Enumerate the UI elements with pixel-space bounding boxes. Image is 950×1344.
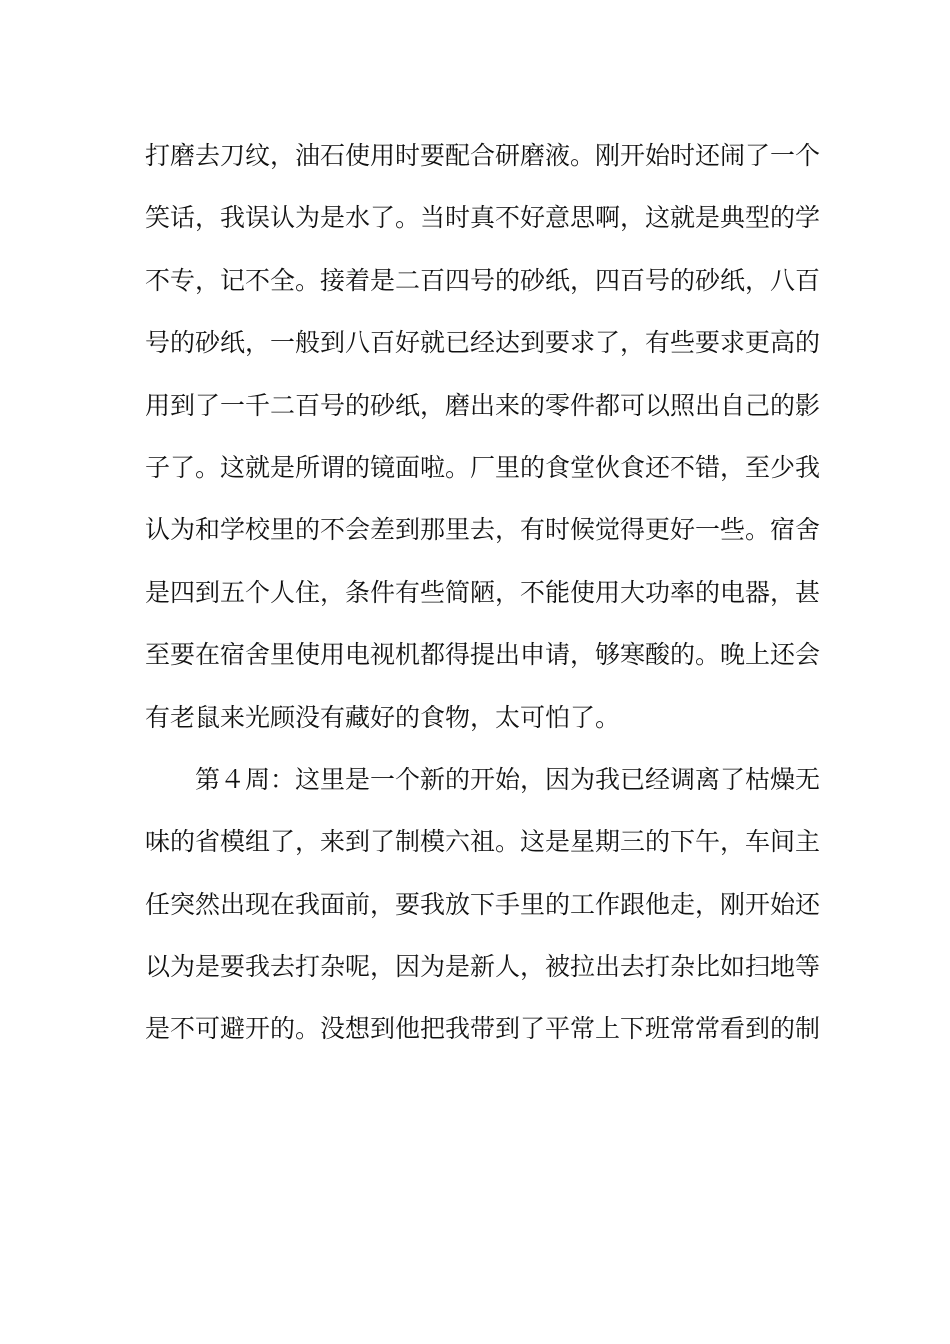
text-line: 用到了一千二百号的砂纸，磨出来的零件都可以照出自己的影 [145, 390, 821, 420]
body-text [145, 134, 821, 1070]
text-line: 不专，记不全。接着是二百四号的砂纸，四百号的砂纸，八百 [145, 265, 821, 295]
text-line: 笑话，我误认为是水了。当时真不好意思啊，这就是典型的学 [145, 203, 821, 233]
text-line: 有老鼠来光顾没有藏好的食物，太可怕了。 [145, 702, 621, 732]
text-line: 打磨去刀纹，油石使用时要配合研磨液。刚开始时还闹了一个 [145, 141, 821, 170]
paragraph-start-line: 第４周：这里是一个新的开始，因为我已经调离了枯燥无 [195, 764, 821, 794]
text-line: 是四到五个人住，条件有些简陋，不能使用大功率的电器，甚 [145, 577, 821, 607]
text-line: 是不可避开的。没想到他把我带到了平常上下班常常看到的制 [145, 1014, 821, 1044]
text-line: 号的砂纸，一般到八百好就已经达到要求了，有些要求更高的 [145, 328, 821, 358]
text-line: 至要在宿舍里使用电视机都得提出申请，够寒酸的。晚上还会 [145, 640, 821, 670]
text-line: 以为是要我去打杂呢，因为是新人，被拉出去打杂比如扫地等 [145, 952, 821, 982]
text-line: 子了。这就是所谓的镜面啦。厂里的食堂伙食还不错，至少我 [145, 452, 821, 482]
text-line: 认为和学校里的不会差到那里去，有时候觉得更好一些。宿舍 [145, 515, 821, 545]
text-line: 味的省模组了，来到了制模六祖。这是星期三的下午，车间主 [145, 827, 821, 857]
text-line: 任突然出现在我面前，要我放下手里的工作跟他走，刚开始还 [145, 889, 821, 919]
